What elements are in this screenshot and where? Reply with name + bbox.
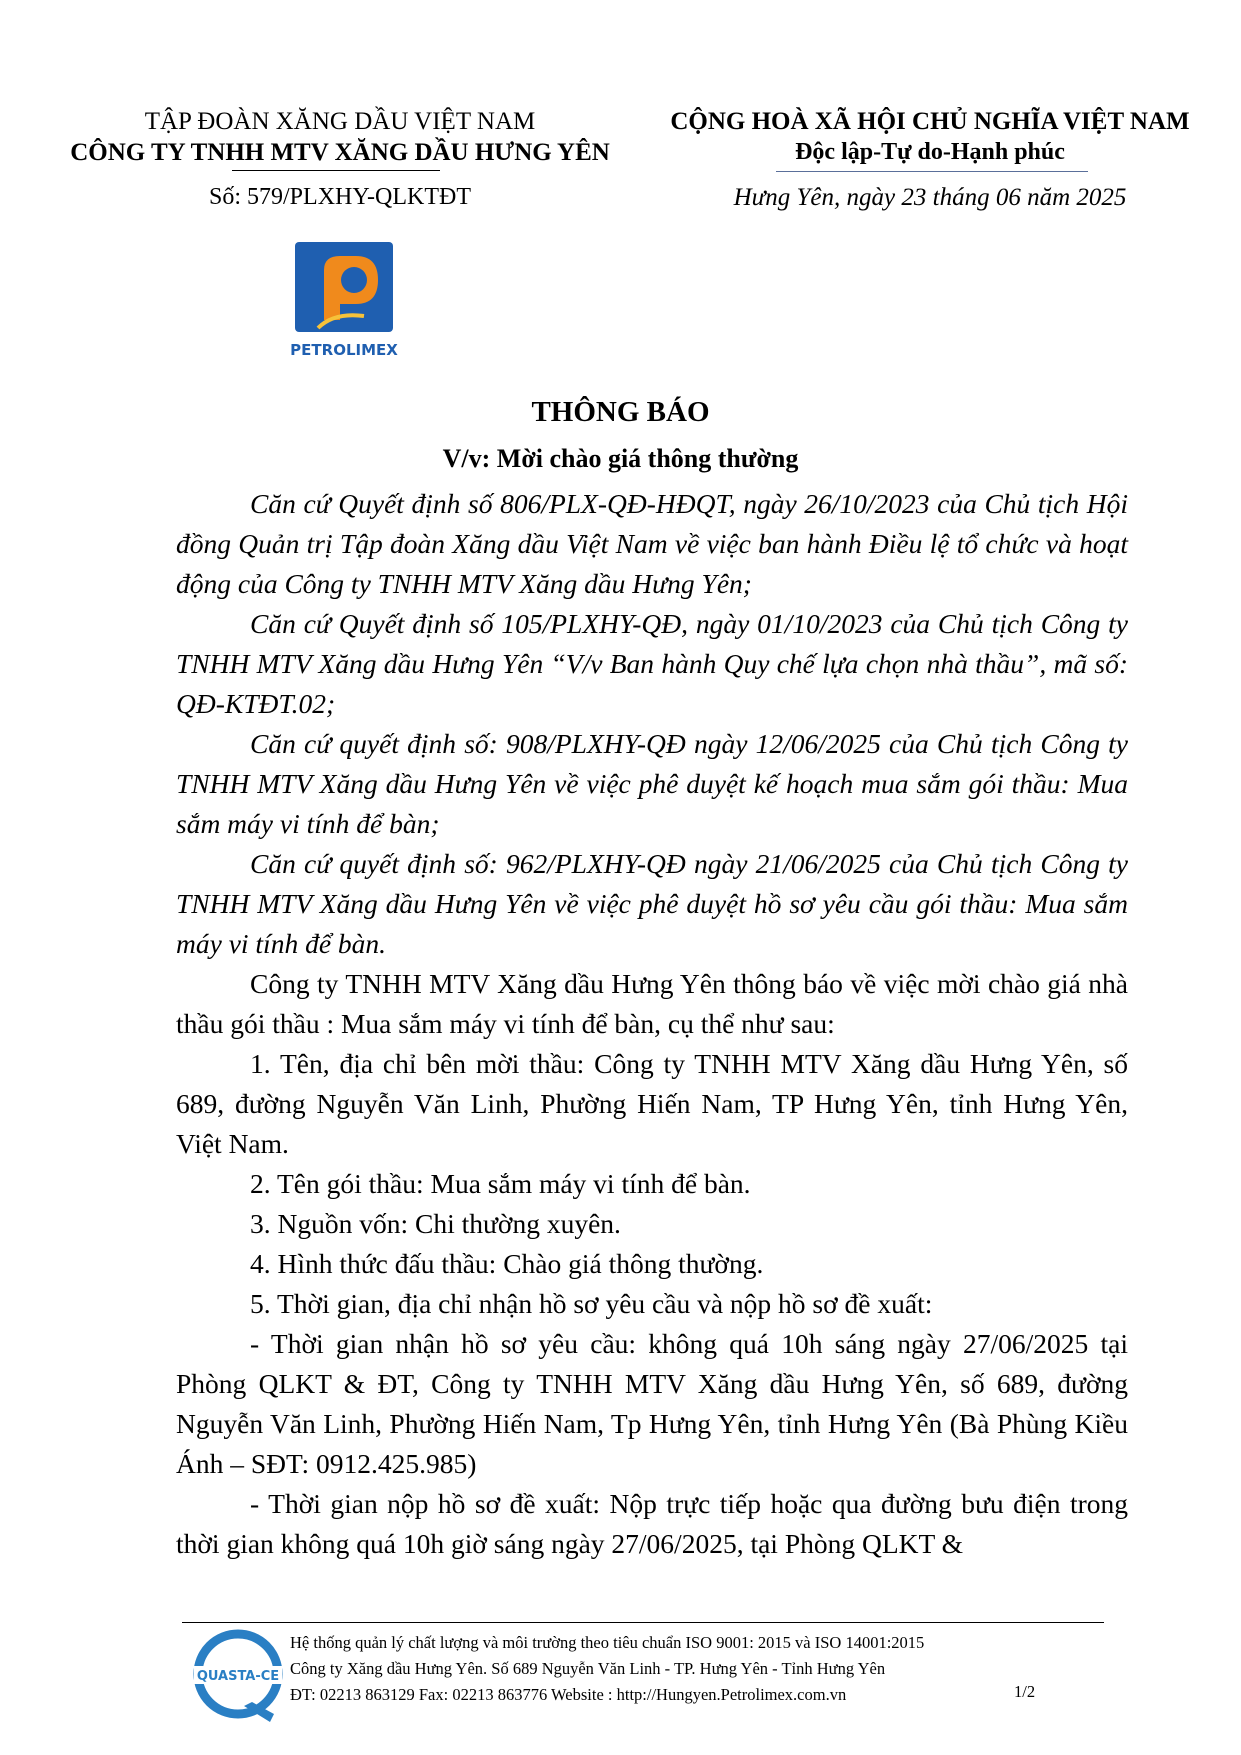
basis-paragraph: Căn cứ Quyết định số 105/PLXHY-QĐ, ngày 01/10/2023 của Chủ tịch Công ty TNHH MTV Xăng dầu Hưng Yên “V/v Ban hành Quy chế lựa chọn nhà thầu”, mã số: QĐ-KTĐT.02; — [176, 608, 1128, 719]
quasta-cert-logo — [190, 1628, 286, 1724]
basis-paragraph: Căn cứ Quyết định số 806/PLX-QĐ-HĐQT, ngày 26/10/2023 của Chủ tịch Hội đồng Quản trị Tập đoàn Xăng dầu Việt Nam về việc ban hành Điều lệ tổ chức và hoạt động của Công ty TNHH MTV Xăng dầu Hưng Yên; — [176, 488, 1128, 599]
org-underline — [232, 170, 440, 171]
document-body — [176, 484, 1128, 1564]
page-number: 1/2 — [1014, 1682, 1036, 1701]
basis-paragraph: Căn cứ quyết định số: 908/PLXHY-QĐ ngày 12/06/2025 của Chủ tịch Công ty TNHH MTV Xăng dầu Hưng Yên về việc phê duyệt kế hoạch mua sắm gói thầu: Mua sắm máy vi tính để bàn; — [176, 728, 1128, 839]
intro-paragraph: Công ty TNHH MTV Xăng dầu Hưng Yên thông báo về việc mời chào giá nhà thầu gói thầu : Mua sắm máy vi tính để bàn, cụ thể như sau: — [176, 968, 1128, 1039]
nation-title: CỘNG HOÀ XÃ HỘI CHỦ NGHĨA VIỆT NAM — [670, 108, 1190, 135]
item-funding: 3. Nguồn vốn: Chi thường xuyên. — [250, 1208, 621, 1239]
item-package-name: 2. Tên gói thầu: Mua sắm máy vi tính để bàn. — [250, 1168, 751, 1199]
motto: Độc lập-Tự do-Hạnh phúc — [795, 139, 1065, 165]
footer-divider — [182, 1622, 1104, 1623]
footer-iso-line: Hệ thống quản lý chất lượng và môi trường theo tiêu chuẩn ISO 9001: 2015 và ISO 14001:2015 — [290, 1633, 925, 1652]
doc-number: Số: 579/PLXHY-QLKTĐT — [209, 184, 471, 210]
petrolimex-logo-icon — [274, 242, 414, 362]
footer-address-line: Công ty Xăng dầu Hưng Yên. Số 689 Nguyễn Văn Linh - TP. Hưng Yên - Tỉnh Hưng Yên — [290, 1659, 886, 1678]
basis-paragraph: Căn cứ quyết định số: 962/PLXHY-QĐ ngày 21/06/2025 của Chủ tịch Công ty TNHH MTV Xăng dầu Hưng Yên về việc phê duyệt hồ sơ yêu cầu gói thầu: Mua sắm máy vi tính để bàn. — [176, 848, 1128, 959]
document-title: THÔNG BÁO — [531, 396, 710, 428]
footer-contact-line: ĐT: 02213 863129 Fax: 02213 863776 Website : http://Hungyen.Petrolimex.com.vn — [290, 1685, 847, 1704]
org-company: CÔNG TY TNHH MTV XĂNG DẦU HƯNG YÊN — [70, 139, 610, 166]
item-time-address: 5. Thời gian, địa chỉ nhận hồ sơ yêu cầu và nộp hồ sơ đề xuất: — [250, 1288, 933, 1319]
footer-text — [290, 1630, 924, 1708]
item-bidding-form: 4. Hình thức đấu thầu: Chào giá thông thường. — [250, 1248, 764, 1279]
motto-underline — [776, 171, 1088, 172]
logo-wordmark: PETROLIMEX — [290, 341, 398, 359]
item-receive-docs: - Thời gian nhận hồ sơ yêu cầu: không quá 10h sáng ngày 27/06/2025 tại Phòng QLKT & ĐT, Công ty TNHH MTV Xăng dầu Hưng Yên, số 689, đường Nguyễn Văn Linh, Phường Hiến Nam, Tp Hưng Yên, tỉnh Hưng Yên (Bà Phùng Kiều Ánh – SĐT: 0912.425.985) — [176, 1328, 1128, 1479]
document-subtitle: V/v: Mời chào giá thông thường — [442, 444, 799, 473]
place-date: Hưng Yên, ngày 23 tháng 06 năm 2025 — [733, 184, 1127, 211]
org-parent: TẬP ĐOÀN XĂNG DẦU VIỆT NAM — [144, 108, 536, 135]
item-submit-proposal: - Thời gian nộp hồ sơ đề xuất: Nộp trực tiếp hoặc qua đường bưu điện trong thời gian không quá 10h giờ sáng ngày 27/06/2025, tại Phòng QLKT & — [176, 1488, 1128, 1559]
cert-wordmark: QUASTA-CE — [196, 1669, 280, 1684]
certification-icon — [190, 1628, 286, 1724]
item-inviter: 1. Tên, địa chỉ bên mời thầu: Công ty TNHH MTV Xăng dầu Hưng Yên, số 689, đường Nguyễn Văn Linh, Phường Hiến Nam, TP Hưng Yên, tỉnh Hưng Yên, Việt Nam. — [176, 1048, 1128, 1159]
petrolimex-logo — [274, 242, 414, 362]
